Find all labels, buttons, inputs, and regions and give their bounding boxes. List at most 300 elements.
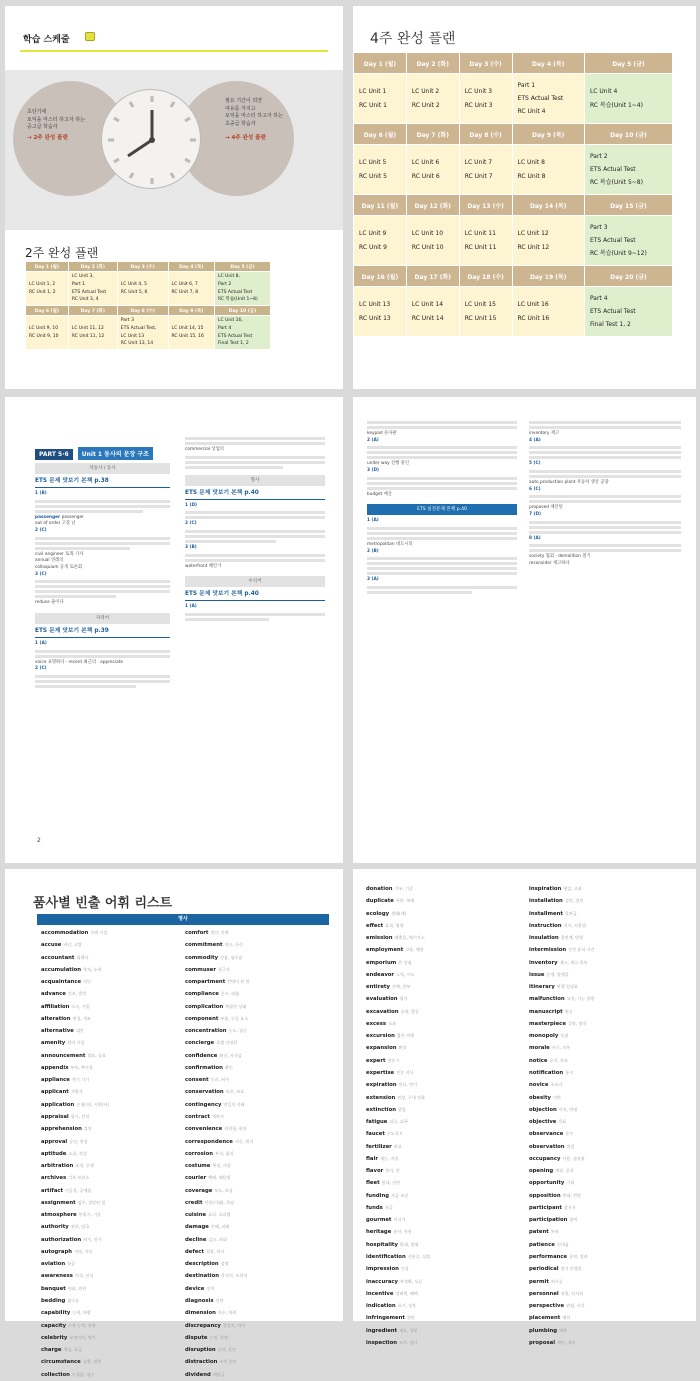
vocab-term: accuse <box>41 942 62 949</box>
vocab-term: infringement <box>366 1315 405 1322</box>
vocab-entry <box>366 1030 516 1042</box>
vocab-term: opening <box>529 1168 554 1175</box>
vocab-term: inventory <box>529 959 558 966</box>
vocab-column-3 <box>366 883 516 1349</box>
vocab-term: awareness <box>41 1273 73 1280</box>
vocab-meaning: 전문가 <box>387 1057 400 1063</box>
right-plan-line: 여유를 가지고 <box>225 105 256 112</box>
vocab-entry <box>366 1006 516 1018</box>
vocab-entry <box>41 1099 181 1111</box>
vocab-term: opposition <box>529 1192 561 1199</box>
vocab-entry <box>41 1013 181 1025</box>
cell-line: RC Unit 6 <box>411 172 440 180</box>
vocab-term: installation <box>529 898 563 905</box>
vocab-entry <box>185 976 325 988</box>
vocab-meaning: 참가자 <box>563 1204 576 1210</box>
cell-line: ETS Actual Test <box>218 289 253 295</box>
vocab-meaning: 만일의 사태 <box>223 1101 245 1107</box>
vocab-meaning: 참여 <box>569 1217 578 1223</box>
vocab-meaning: 배치 <box>562 1315 571 1321</box>
vocab-entry <box>185 1099 325 1111</box>
four-week-table <box>353 52 673 337</box>
vocab-meaning: 목표 <box>558 1119 567 1125</box>
vocab-term: faucet <box>366 1131 385 1138</box>
vocab-entry <box>366 1300 516 1312</box>
day-cell <box>68 316 117 350</box>
cell-line: LC Unit 14 <box>411 301 444 309</box>
vocab-meaning: 권한, 당국 <box>70 1224 90 1230</box>
vocab-meaning: 변경, 개조 <box>72 1015 91 1021</box>
cell-line: RC Unit 5, 6 <box>120 289 148 295</box>
vocab-entry <box>366 1055 516 1067</box>
vocab-entry <box>366 932 516 944</box>
vocab-meaning: 굴착, 발굴 <box>400 1008 419 1014</box>
vocab-meaning: 부정확, 오류 <box>400 1278 423 1284</box>
vocab-entry <box>366 1018 516 1030</box>
vocab-meaning: 진단 <box>215 1297 224 1303</box>
vocab-entry <box>529 1067 679 1079</box>
vocab-entry <box>185 927 325 939</box>
day-cell <box>26 272 69 306</box>
vocab-term: confirmation <box>185 1064 223 1071</box>
cell-line: RC Unit 4 <box>517 108 546 116</box>
vocab-entry <box>185 1001 325 1013</box>
cell-line: Part 1 <box>517 81 536 89</box>
vocab-meaning: 연장, 구내 전화 <box>397 1094 425 1100</box>
vocab-entry <box>529 1153 679 1165</box>
vocab-meaning: 진보, 발전 <box>67 991 87 997</box>
vocab-entry <box>41 1221 181 1233</box>
vocab-term: comfort <box>185 930 209 936</box>
vocab-meaning: 준수, 따름 <box>220 991 240 997</box>
right-plan-line: 필요 기간이 되면 <box>225 98 262 104</box>
vocab-meaning: 부록, 추가물 <box>70 1064 93 1070</box>
vocab-entry <box>529 1288 679 1300</box>
vocab-meaning: 침구류 <box>67 1297 80 1303</box>
vocab-meaning: 수집품, 징수 <box>71 1371 95 1377</box>
vocab-term: diagnosis <box>185 1297 214 1304</box>
clock-hands <box>102 90 202 190</box>
vocab-term: observation <box>529 1143 565 1150</box>
vocab-entry <box>529 1128 679 1140</box>
vocab-term: complication <box>185 1003 224 1010</box>
vocab-term: artifact <box>41 1187 64 1194</box>
vocab-meaning: 책임, 요금 <box>63 1347 82 1353</box>
vocab-meaning: 분위기, 기운 <box>78 1212 102 1218</box>
vocab-meaning: 여행 일정표 <box>556 984 578 990</box>
vocab-entry <box>185 939 325 951</box>
vocab-entry <box>529 957 679 969</box>
vocab-meaning: 불일치, 차이 <box>222 1322 246 1328</box>
vocab-entry <box>41 1332 181 1344</box>
vocab-entry <box>41 1172 181 1184</box>
vocab-entry <box>366 944 516 956</box>
vocab-entry <box>529 895 679 907</box>
four-week-plan-link[interactable]: → 4주 완성 플랜 <box>225 135 266 141</box>
vocab-entry <box>185 952 325 964</box>
vocab-meaning: 표시, 징후 <box>397 1303 417 1309</box>
answer-col-right-2: inventory 재고 4 (A) 5 (C) auto production plant 자동차 생산 공장 6 (C) proposed 제안된 7 (D) 8 (A) society 협회 · demolition 철거 reconsider 재고하다 <box>529 419 681 568</box>
day-header: Day 16 (월) <box>354 266 407 287</box>
vocab-entry <box>529 944 679 956</box>
vocab-meaning: 동의, 허가 <box>210 1077 230 1083</box>
vocab-term: excursion <box>366 1033 395 1040</box>
left-plan-line: 중고급 학습자 <box>27 124 58 130</box>
vocab-meaning: 부식, 침식 <box>215 1150 234 1156</box>
vocab-entry <box>185 1332 325 1344</box>
cell-line: LC Unit 9 <box>359 230 387 238</box>
vocab-term: proposal <box>529 1339 556 1346</box>
vocab-meaning: 중단, 혼란 <box>217 1347 237 1353</box>
vocab-entry <box>185 1283 325 1295</box>
vocab-meaning: 미식가 <box>393 1217 406 1223</box>
vocab-list-page <box>5 869 343 1378</box>
day-cell <box>406 287 459 337</box>
cell-line: LC Unit 12 <box>517 230 549 238</box>
vocab-meaning: 농도, 집중 <box>228 1028 247 1034</box>
vocab-meaning: 수도꼭지 <box>386 1131 403 1137</box>
vocab-word: colloquium <box>35 565 59 571</box>
vocab-term: alternative <box>41 1028 74 1035</box>
cell-line: LC Unit 4, 5 <box>120 281 148 287</box>
vocab-meaning: 걸작, 명작 <box>567 1020 587 1026</box>
day-cell <box>459 145 512 195</box>
cell-line: LC Unit 13 <box>120 333 145 339</box>
cell-line: LC Unit 10 <box>411 230 444 238</box>
day-cell <box>512 287 584 337</box>
vocab-term: coverage <box>185 1187 213 1194</box>
vocab-entry <box>366 1116 516 1128</box>
vocab-entry <box>529 1337 679 1349</box>
day-header: Day 9 (목) <box>168 306 215 316</box>
vocab-entry <box>185 1013 325 1025</box>
vocab-entry <box>185 964 325 976</box>
vocab-meaning: 소속, 가입 <box>71 1003 90 1009</box>
day-header: Day 7 (화) <box>406 124 459 145</box>
vocab-meaning: 위반 <box>406 1315 415 1321</box>
day-cell <box>584 74 672 124</box>
vocab-term: masterpiece <box>529 1020 566 1027</box>
vocab-term: confidence <box>185 1052 218 1059</box>
vocab-meaning: 논쟁, 분쟁 <box>209 1334 228 1340</box>
cell-line: ETS Actual Test <box>589 236 636 244</box>
vocab-term: occupancy <box>529 1155 561 1162</box>
vocab-term: endeavor <box>366 971 395 978</box>
vocab-meaning: 공지, 통보 <box>549 1057 568 1063</box>
section-title: ETS 문제 맛보기 본책 p.40 <box>185 489 325 500</box>
cell-line: RC Unit 15, 16 <box>171 333 204 339</box>
cell-line: RC 복습(Unit 5~8) <box>589 179 643 187</box>
vocab-term: evaluation <box>366 996 398 1003</box>
vocab-term: notification <box>529 1069 564 1076</box>
vocab-term: credit <box>185 1199 203 1206</box>
vocab-meaning: 확장 <box>398 1045 407 1051</box>
vocab-term: entirety <box>366 984 390 991</box>
vocab-meaning: 복잡한 상태 <box>225 1003 247 1009</box>
vocab-meaning: 축적, 누적 <box>83 966 102 972</box>
vocab-term: bedding <box>41 1297 66 1304</box>
vocab-entry <box>41 1320 181 1332</box>
schedule-heading: 학습 스케줄 <box>23 35 70 45</box>
vocab-term: itinerary <box>529 984 555 991</box>
day-header: Day 12 (화) <box>406 195 459 216</box>
cell-line: LC Unit 14, 15 <box>171 325 204 331</box>
vocab-meaning: 사기, 의욕 <box>551 1045 571 1051</box>
vocab-term: defect <box>185 1248 204 1255</box>
vocab-term: fertilizer <box>366 1143 392 1150</box>
cell-line: RC Unit 10 <box>411 243 444 251</box>
day-cell <box>512 74 584 124</box>
vocab-meaning: 호텔 안내원 <box>216 1040 238 1046</box>
vocab-entry <box>529 1239 679 1251</box>
vocab-entry <box>529 1030 679 1042</box>
vocab-meaning: 함대, 선단 <box>381 1180 401 1186</box>
vocab-term: corrosion <box>185 1150 214 1157</box>
cell-line: RC Unit 9 <box>359 243 387 251</box>
vocab-term: concierge <box>185 1040 215 1047</box>
cell-line: RC Unit 8 <box>517 172 546 180</box>
vocab-term: morale <box>529 1045 550 1052</box>
vocab-entry <box>41 1111 181 1123</box>
vocab-entry <box>529 1018 679 1030</box>
vocab-meaning: 제안, 제의 <box>557 1339 576 1345</box>
vocab-term: authority <box>41 1224 69 1231</box>
vocab-meaning: 연회, 만찬 <box>67 1285 87 1291</box>
day-header: Day 10 (금) <box>584 124 672 145</box>
vocab-meaning: 손해, 피해 <box>210 1224 230 1230</box>
left-plan-line: 초단기에 <box>27 109 47 115</box>
vocab-entry <box>366 908 516 920</box>
vocab-term: appendix <box>41 1064 69 1071</box>
vocab-column-2 <box>185 927 325 1381</box>
vocab-term: announcement <box>41 1052 86 1059</box>
day-header: Day 2 (화) <box>68 262 117 272</box>
vocab-meaning: 택배, 배달원 <box>208 1175 231 1181</box>
vocab-entry <box>185 1185 325 1197</box>
vocab-entry <box>41 1037 181 1049</box>
vocab-term: costume <box>185 1163 211 1170</box>
vocab-meaning: 보존, 보호 <box>225 1089 245 1095</box>
day-header: Day 15 (금) <box>584 195 672 216</box>
day-header: Day 6 (월) <box>26 306 69 316</box>
vocab-entry <box>41 988 181 1000</box>
vocab-entry <box>529 1141 679 1153</box>
day-header: Day 1 (월) <box>26 262 69 272</box>
cell-line: RC Unit 11, 12 <box>71 333 105 339</box>
two-week-plan-label: 2주 완성 플랜 <box>33 135 68 141</box>
vocab-term: malfunction <box>529 996 565 1003</box>
vocab-entry <box>41 1074 181 1086</box>
vocab-entry <box>529 1190 679 1202</box>
answer-col-left-2: keypad 숫자판 2 (A) under way 진행 중인 3 (D) budget 예산 ETS 실전문제 본책 p.40 1 (A) metropolitan 대도시의 2 (B) 3 (A) <box>367 419 517 596</box>
vocab-term: autograph <box>41 1248 73 1255</box>
day-cell <box>215 316 271 350</box>
cell-line: RC Unit 5 <box>359 172 387 180</box>
vocab-term: impression <box>366 1266 399 1273</box>
vocab-meaning: 사본, 복제 <box>395 898 415 904</box>
vocab-entry <box>185 1356 325 1368</box>
vocab-meaning: 회계사 <box>76 954 89 960</box>
vocab-meaning: 설명 <box>220 1261 229 1267</box>
vocab-entry <box>41 1185 181 1197</box>
day-header: Day 17 (화) <box>406 266 459 287</box>
vocab-meaning: 주의 산만 <box>219 1359 237 1365</box>
vocab-entry <box>366 1239 516 1251</box>
vocab-term: cuisine <box>185 1212 207 1219</box>
cell-line: RC Unit 14 <box>411 314 444 322</box>
vocab-word: annual <box>35 558 50 564</box>
vocab-entry <box>366 969 516 981</box>
vocab-term: objection <box>529 1106 557 1113</box>
vocab-entry <box>41 1283 181 1295</box>
vocab-meaning: 감소, 쇠퇴 <box>208 1236 227 1242</box>
vocab-term: advance <box>41 991 66 998</box>
vocab-term: expansion <box>366 1045 397 1052</box>
vocab-word: under way <box>367 461 390 467</box>
vocab-entry <box>366 1202 516 1214</box>
vocab-term: excess <box>366 1020 387 1027</box>
vocab-term: effect <box>366 922 384 929</box>
vocab-meaning: 장치 <box>206 1285 215 1291</box>
vocab-entry <box>41 1295 181 1307</box>
vocab-meaning: 전문 지식 <box>396 1069 414 1075</box>
vocab-term: appliance <box>41 1077 70 1084</box>
day-cell <box>354 216 407 266</box>
day-header: Day 3 (수) <box>459 53 512 74</box>
vocab-term: banquet <box>41 1285 66 1292</box>
vocab-word: reconsider <box>529 560 552 566</box>
vocab-term: intermission <box>529 947 567 954</box>
vocab-term: excavation <box>366 1008 399 1015</box>
vocab-term: personnel <box>529 1290 559 1297</box>
vocab-meaning: 전기 기기 <box>71 1077 89 1083</box>
section-band: 명사 <box>185 475 325 486</box>
vocab-entry <box>185 1172 325 1184</box>
vocab-term: atmosphere <box>41 1212 77 1219</box>
vocab-entry <box>185 1123 325 1135</box>
day-header: Day 8 (수) <box>117 306 168 316</box>
page-number: 2 <box>37 837 41 844</box>
vocab-meaning: 배당금 <box>212 1371 225 1377</box>
vocab-meaning: 평가 <box>399 996 408 1002</box>
vocab-entry <box>529 1055 679 1067</box>
vocab-meaning: 배관 <box>559 1327 567 1333</box>
day-header: Day 4 (목) <box>512 53 584 74</box>
vocab-entry <box>366 1128 516 1140</box>
vocab-meaning: 초보자 <box>550 1082 563 1088</box>
cell-line: RC Unit 7, 8 <box>171 289 199 295</box>
cell-line: LC Unit 16, <box>218 318 243 324</box>
four-week-title: 4주 완성 플랜 <box>370 31 456 47</box>
vocab-meaning: 신용(거래), 학점 <box>204 1199 235 1205</box>
cell-line: Part 2 <box>218 281 232 287</box>
answer-key-page-2 <box>353 397 696 863</box>
vocab-meaning: 허가증 <box>550 1278 563 1284</box>
vocab-entry <box>185 1221 325 1233</box>
vocab-meaning: 임무, 할당된 일 <box>77 1199 106 1205</box>
vocab-term: accountant <box>41 954 75 961</box>
vocab-term: indication <box>366 1303 396 1310</box>
vocab-meaning: 절연체, 단열 <box>560 935 584 941</box>
cell-line: RC Unit 12 <box>517 243 550 251</box>
vocab-entry <box>529 1325 679 1337</box>
vocab-term: component <box>185 1015 219 1022</box>
cell-line: LC Unit 8, <box>218 274 240 280</box>
vocab-entry <box>41 1148 181 1160</box>
study-schedule-page <box>5 6 343 389</box>
vocab-entry <box>185 1344 325 1356</box>
vocab-term: inaccuracy <box>366 1278 398 1285</box>
vocab-entry <box>366 1312 516 1324</box>
vocab-meaning: 지인 <box>83 979 91 985</box>
vocab-term: apprehension <box>41 1126 82 1133</box>
vocab-term: flavor <box>366 1168 384 1175</box>
vocab-term: circumstance <box>41 1359 81 1366</box>
cell-line: LC Unit 6 <box>411 159 440 167</box>
two-week-plan-link[interactable]: → 2주 완성 플랜 <box>27 135 68 141</box>
vocab-entry <box>185 1320 325 1332</box>
cell-line: LC Unit 13 <box>359 301 391 309</box>
vocab-meaning: 항공 <box>67 1261 76 1267</box>
vocab-entry <box>529 920 679 932</box>
vocab-entry <box>366 1092 516 1104</box>
day-cell <box>406 74 459 124</box>
vocab-meaning: 만료, 만기 <box>398 1082 417 1088</box>
vocab-entry <box>366 1190 516 1202</box>
vocab-meaning: 초과 <box>388 1020 396 1026</box>
cell-line: LC Unit 4 <box>589 88 618 96</box>
vocab-term: application <box>41 1101 75 1108</box>
vocab-entry <box>41 1307 181 1319</box>
vocab-entry <box>185 1086 325 1098</box>
cell-line: RC 복습(Unit 1~4) <box>589 101 643 109</box>
vocab-term: commuser <box>185 966 216 973</box>
vocab-term: instruction <box>529 922 562 929</box>
vocab-entry <box>185 1246 325 1258</box>
vocab-term: commitment <box>185 942 223 949</box>
vocab-term: arbitration <box>41 1163 74 1170</box>
vocab-term: aptitude <box>41 1150 67 1157</box>
vocab-term: alteration <box>41 1015 71 1022</box>
vocab-entry <box>366 1276 516 1288</box>
vocab-meaning: 상품, 필수품 <box>220 954 243 960</box>
vocab-entry <box>185 1295 325 1307</box>
vocab-meaning: 기회 <box>566 1180 575 1186</box>
vocab-meaning: 숙박 시설 <box>90 930 108 935</box>
cell-line: Part 3 <box>120 318 134 324</box>
vocab-word: voice <box>35 659 47 665</box>
vocab-entry <box>41 1123 181 1135</box>
vocab-meaning: 승인, 찬성 <box>69 1138 88 1144</box>
vocab-word: budget <box>367 491 383 497</box>
vocab-entry <box>41 1001 181 1013</box>
vocab-term: identification <box>366 1253 406 1260</box>
vocab-term: acquaintance <box>41 979 82 986</box>
vocab-term: amenity <box>41 1040 66 1047</box>
vocab-term: ecology <box>366 910 390 917</box>
vocab-meaning: 유명인사, 명사 <box>69 1334 96 1340</box>
vocab-entry <box>185 1160 325 1172</box>
cell-line: RC Unit 1, 2 <box>29 289 56 295</box>
cell-line: LC Unit 7 <box>464 159 493 167</box>
vocab-term: capability <box>41 1310 71 1317</box>
vocab-term: gourmet <box>366 1217 392 1224</box>
day-cell <box>459 216 512 266</box>
vocab-word: waterfront <box>185 563 208 569</box>
vocab-entry <box>366 957 516 969</box>
vocab-meaning: 인공물, 공예품 <box>65 1187 92 1193</box>
day-cell <box>117 272 168 306</box>
